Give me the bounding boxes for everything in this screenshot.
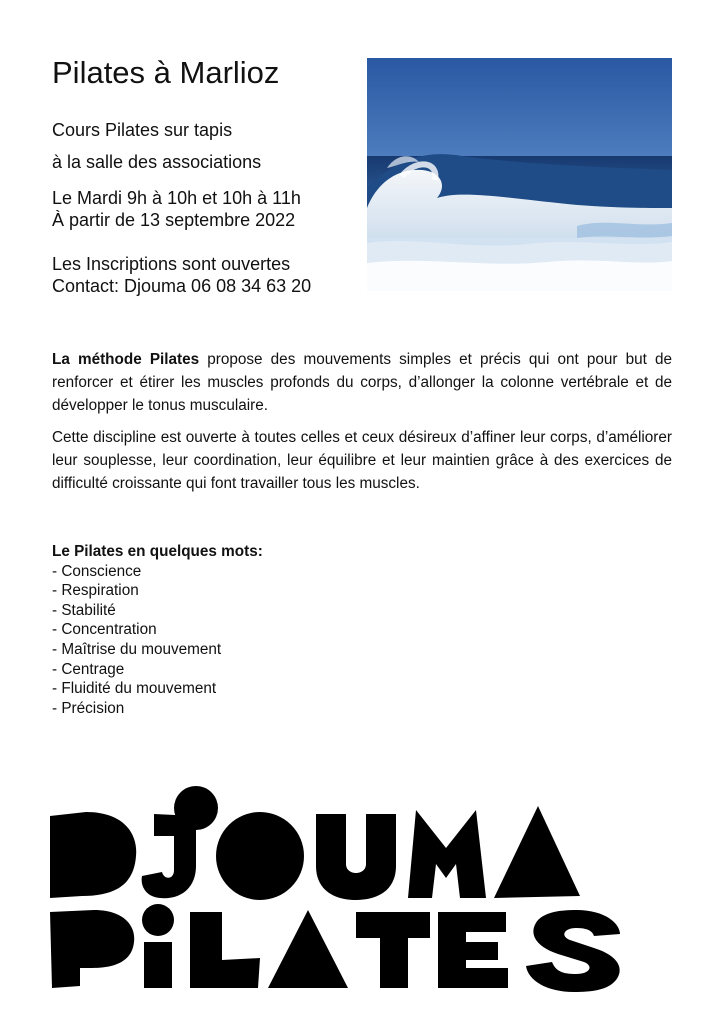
- description-paragraph-1: [52, 348, 672, 417]
- description-paragraph-1-text: propose des mouvements simples et précis qui ont pour but de renforcer et étirer les muscles profonds du corps, d’allonger la colonne vertébrale et de développer le tonus musculaire.: [52, 351, 672, 414]
- list-item: - Conscience: [52, 562, 142, 580]
- description-paragraph-2: Cette discipline est ouverte à toutes celles et ceux désireux d’affiner leur corps, d’améliorer leur souplesse, leur coordination, leur équilibre et leur maintien grâce à des exercices de difficulté croissante qui font travailler tous les muscles.: [52, 429, 672, 492]
- list-item: - Précision: [52, 699, 125, 717]
- contact-line: Contact: Djouma 06 08 34 63 20: [52, 276, 312, 296]
- method-name: La méthode Pilates: [52, 351, 200, 368]
- djouma-pilates-logo: [46, 786, 666, 996]
- start-date-line: À partir de 13 septembre 2022: [52, 210, 296, 230]
- ocean-wave-image: [367, 58, 672, 291]
- registration-line: Les Inscriptions sont ouvertes: [52, 254, 291, 274]
- list-item: - Fluidité du mouvement: [52, 680, 217, 698]
- list-item: - Stabilité: [52, 601, 116, 619]
- list-item: - Respiration: [52, 582, 139, 600]
- schedule-block: [52, 187, 301, 231]
- list-item: - Maîtrise du mouvement: [52, 640, 222, 658]
- schedule-line: Le Mardi 9h à 10h et 10h à 11h: [52, 188, 301, 208]
- keywords-section: [52, 542, 263, 718]
- venue-line: à la salle des associations: [52, 152, 262, 172]
- contact-block: [52, 253, 311, 297]
- page-title: Pilates à Marlioz: [52, 55, 280, 90]
- course-line: Cours Pilates sur tapis: [52, 120, 233, 140]
- list-item: - Centrage: [52, 660, 125, 678]
- description: [52, 348, 672, 504]
- keywords-title: Le Pilates en quelques mots:: [52, 543, 263, 560]
- list-item: - Concentration: [52, 621, 157, 639]
- keywords-list: [52, 562, 263, 719]
